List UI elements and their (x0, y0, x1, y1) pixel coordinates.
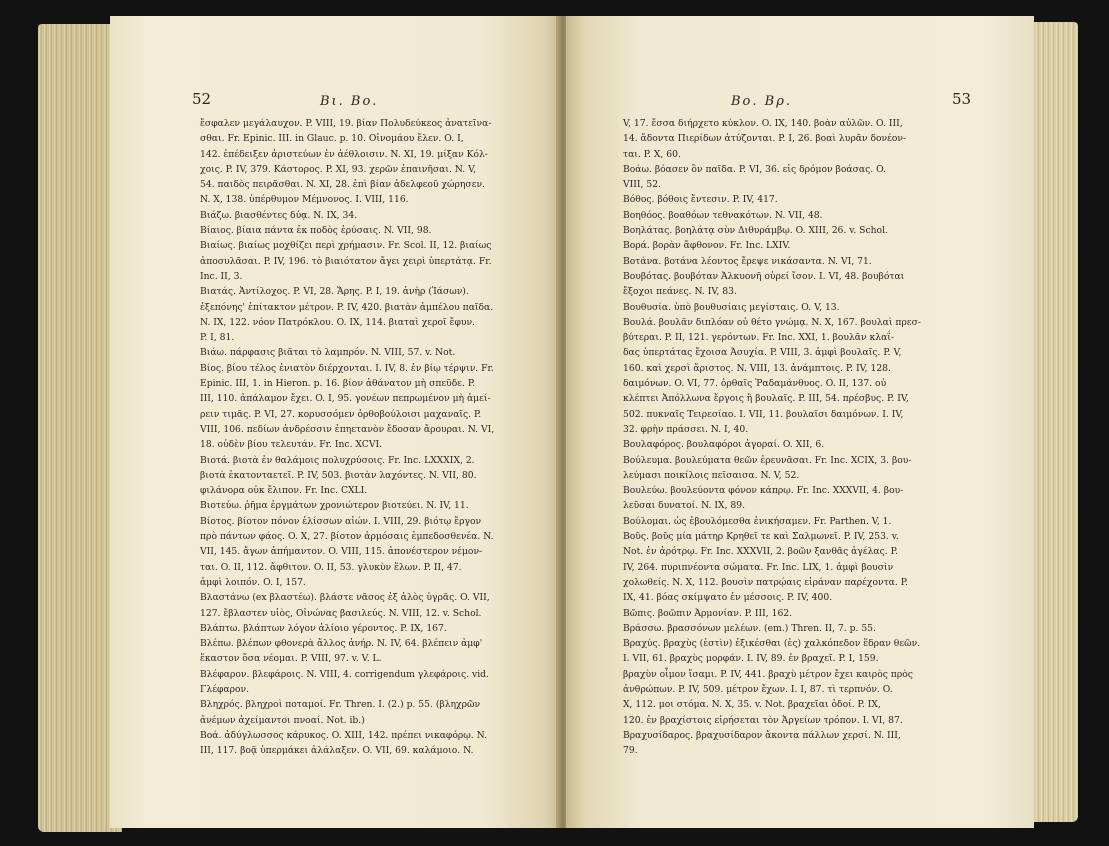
text-column (623, 116, 963, 757)
text-line: Βληχρός. βληχροὶ ποταμοί. Fr. Thren. I. (2.) p. 55. (βληχρῶν (200, 699, 481, 711)
text-line: χολωθείς. N. X, 112. βουσὶν πατρῴαις εἰράναν παρέχοντα. P. (623, 576, 908, 588)
page-number: 53 (952, 90, 972, 108)
text-line: N. IX, 122. νόον Πατρόκλου. O. IX, 114. βιαταὶ χεροῖ ἔφυν. (200, 316, 475, 328)
text-line: Βουλά. βουλᾶν διπλόαν οὐ θέτο γνώμᾳ. N. X, 167. βουλαὶ πρεσ- (623, 316, 921, 328)
text-line: ἀνέμων ἀχείμαντοι πνοαί. Not. ib.) (200, 714, 365, 726)
text-line: 160. καὶ χερσὶ ἄριστος. N. VIII, 13. ἀνάμπτοις. P. IV, 128. (623, 362, 891, 374)
text-line: Βοτάνα. βοτάνα λέοντος ἔρεψε νικάσαντα. N. VI, 71. (623, 255, 872, 267)
text-line: Βόθος. βόθοις ἔντεσιν. P. IV, 417. (623, 194, 778, 206)
text-line: III, 117. βοᾷ ὑπερμάκει ἀλάλαξεν. O. VII, 69. καλάμοιο. N. (200, 745, 474, 757)
text-line: 18. οὐδὲν βίου τελευτάν. Fr. Inc. XCVI. (200, 439, 383, 451)
text-line: Βουλεύω. βουλεύοντα φόνον κάπρῳ. Fr. Inc. XXXVII, 4. βου- (623, 485, 904, 497)
text-line: V, 17. ἕσσα διήρχετο κύκλον. O. IX, 140. βοὰν αὐλῶν. O. III, (623, 118, 903, 129)
text-line: N. X, 138. ὑπέρθυμον Μέμνονος. I. VIII, 116. (200, 194, 409, 206)
text-line: Epinic. III, 1. in Hieron. p. 16. βίον ἀθάνατον μὴ σπεῦδε. P. (200, 378, 476, 390)
text-line: ἕκαστον ὅσα νέομαι. P. VIII, 97. v. V. L. (200, 653, 382, 665)
text-line: Βίος. βίου τέλος ἐνιατὸν διέρχονται. I. IV, 8. ἐν βίῳ τέρψιν. Fr. (200, 362, 494, 374)
text-line: φιλάνορα οὐκ ἔλιπον. Fr. Inc. CXLI. (200, 485, 368, 497)
text-line: βραχὺν οἶμον ἴσαμι. P. IV, 441. βραχὺ μέτρον ἔχει καιρὸς πρὸς (623, 668, 913, 680)
text-line: ται. O. II, 112. ἄφθιτον. O. II, 53. γλυκὺν ἕλων. P. II, 47. (200, 561, 462, 573)
text-column (200, 116, 532, 806)
text-line: 142. ἐπέδειξεν ἀριστεύων ἐν ἀέθλοισιν. N. XI, 19. μίξαν Κόλ- (200, 148, 488, 160)
text-line: Γλέφαρον. (200, 683, 250, 695)
text-line: χοις. P. IV, 379. Κάστορος. P. XI, 93. χερῶν ἐπαινῆσαι. N. V, (200, 163, 477, 175)
text-line: Βράσσω. βρασσόνων μελέων. (em.) Thren. II, 7. p. 55. (623, 622, 876, 634)
text-line: δας ὑπερτάτας ἔχοισα Ἀσυχία. P. VIII, 3. ἀμφὶ βουλαῖς. P. V, (623, 347, 902, 359)
text-line: 14. ἄδοντα Πιερίδων ἀτύζονται. P. I, 26. βοαὶ λυρᾶν δονέον- (623, 133, 907, 145)
text-line: βύτεραι. P. II, 121. γερόντων. Fr. Inc. XXI, 1. βουλᾶν κλαΐ- (623, 332, 894, 344)
text-line: VIII, 106. πεδίων ἀνδρέσσιν ἐπηετανὸν ἔδοσαν ἄρουραι. N. VI, (200, 423, 495, 435)
text-line: Βραχύς. βραχὺς (ἐστὶν) ἐξικέσθαι (ἐς) χαλκόπεδον ἕδραν θεῶν. (623, 638, 921, 650)
text-line: 127. ἔβλαστεν υἱὸς, Οἰνώνας βασιλεύς. N. VIII, 12. v. Schol. (200, 607, 482, 619)
text-line: λεύμασι ποικίλοις πεῖσαισα. N. V, 52. (623, 469, 800, 481)
text-line: ἐξεπόνης' ἐπίτακτον μέτρον. P. IV, 420. βιατὰν ἀμπέλου παῖδα. (200, 301, 494, 313)
text-line: Βοάω. βόασεν ὃν παῖδα. P. VI, 36. εἰς δρόμον βοάσας. O. (623, 163, 886, 175)
text-line: ρειν τιμᾶς. P. VI, 27. κορυσσόμεν ὀρθοβούλοισι μαχαναῖς. P. (200, 408, 482, 420)
text-line: Βούλομαι. ὡς ἐβουλόμεσθα ἐνικήσαμεν. Fr. Parthen. V, 1. (623, 515, 892, 527)
text-line: I. VII, 61. βραχὺς μορφάν. I. IV, 89. ἐν βραχεῖ. P. I, 159. (623, 653, 879, 665)
right-page (566, 16, 1034, 828)
text-line: ται. P. X, 60. (623, 148, 681, 160)
text-line: 32. φρὴν πράσσει. N. I, 40. (623, 423, 749, 435)
text-line: δαιμόνων. O. VI, 77. ὀρθαῖς Ῥαδαμάνθυος. O. II, 137. οὐ (623, 378, 887, 390)
text-line: Βραχυσίδαρος. βραχυσίδαρον ἄκοντα πάλλων χερσί. N. III, (623, 729, 901, 741)
text-line: P. I, 81. (200, 332, 235, 344)
text-line: Βλέπω. βλέπων φθονερὰ ἄλλος ἀνήρ. N. IV, 64. βλέπειν ἀμφ' (200, 638, 483, 650)
text-line: Βλαστάνω (ex βλαστέω). βλάστε νᾶσος ἐξ ἁλὸς ὑγρᾶς. O. VII, (200, 592, 490, 604)
text-line: ἔξοχοι πεάνες. N. IV, 83. (623, 286, 737, 298)
text-line: Βλέφαρον. βλεφάροις. N. VIII, 4. corrigendum γλεφάροις. vid. (200, 668, 489, 680)
text-line: Βίοτος. βίοτον πόνον ἐλίσσων αἰών. I. VIII, 29. βιότῳ ἔργον (200, 515, 482, 527)
text-line: Βιοτεύω. ῥῆμα ἐργμάτων χρονιώτερον βιοτεύει. N. IV, 11. (200, 500, 469, 512)
text-line: Βιάζω. βιασθέντες δύᾳ. N. IX, 34. (200, 209, 358, 221)
text-line: IX, 41. βόας σκίμψατο ἐν μέσσοις. P. IV, 400. (623, 592, 833, 604)
text-line: βιοτὰ ἑκατονταετεῖ. P. IV, 503. βιοτὰν λαχόντες. N. VII, 80. (200, 469, 477, 481)
left-page (110, 16, 562, 828)
text-line: Βλάπτω. βλάπτων λόγον ἀλίοιο γέροντος. P. IX, 167. (200, 622, 447, 634)
page-number: 52 (192, 90, 212, 108)
text-line: σθαι. Fr. Epinic. III. in Glauc. p. 10. Οἰνομάου ἔλεν. O. I, (200, 133, 464, 145)
text-line: VII, 145. ἄγων ἀπήμαντον. O. VIII, 115. ἀπονέστερον νέμον- (200, 546, 483, 558)
text-line: πρὸ πάντων φάος. O. X, 27. βίοτον ἁρμόσαις ἐμπεδοσθενέα. N. (200, 531, 494, 543)
text-line: 120. ἐν βραχίστοις εἰρήσεται τὸν Ἀργείων τρόπον. I. VI, 87. (623, 714, 903, 726)
running-head: Βο. Βρ. (731, 94, 792, 109)
text-line: VIII, 52. (623, 179, 661, 191)
text-line: Βουβότας. βουβόταν Ἀλκυονῆ οὐρεί ἴσον. I. VI, 48. βουβόται (623, 270, 905, 282)
text-line: Βοά. ἀδύγλωσσος κάρυκος. O. XIII, 142. πρέπει νικαφόρῳ. N. (200, 729, 487, 741)
text-line: III, 110. ἀπάλαμον ἔχει. O. I, 95. γονέων πεπρωμένον μὴ ἀμεί- (200, 393, 491, 405)
text-line: κλέπτει Ἀπόλλωνα ἔργοις ἢ βουλαῖς. P. III, 54. πρέσβυς. P. IV, (623, 393, 909, 405)
text-line: Βιαίως. βιαίως μοχθίζει περὶ χρήμασιν. Fr. Scol. II, 12. βιαίως (200, 240, 492, 252)
text-line: Βοῦς. βοῦς μία μάτηρ Κρηθεῖ τε καὶ Σαλμωνεῖ. P. IV, 253. v. (623, 531, 899, 543)
running-head: Βι. Βο. (320, 94, 379, 109)
text-line: Βίαιος. βίαια πάντα ἐκ ποδὸς ἐρύσαις. N. VII, 98. (200, 225, 432, 237)
text-line: Βιοτά. βιοτὰ ἐν θαλάμοις πολυχρύσοις. Fr. Inc. LXXXIX, 2. (200, 454, 475, 466)
text-line: Βοηλάτας. βοηλάτᾳ σὺν Διθυράμβῳ. O. XIII, 26. v. Schol. (623, 225, 888, 237)
text-line: 502. πυκναῖς Τειρεσίαο. I. VII, 11. βουλαῖσι δαιμόνων. I. IV, (623, 408, 904, 420)
text-line: Βουλαφόρος. βουλαφόροι ἀγοραί. O. XII, 6. (623, 439, 825, 451)
text-line: Βιατάς. Ἀντίλοχος. P. VI, 28. Ἄρης. P. I, 19. ἀνὴρ (Ἰάσων). (200, 286, 469, 298)
text-line: ἀνθρώπων. P. IV, 509. μέτρον ἔχων. I. I, 87. τὶ τερπνόν. O. (623, 683, 893, 695)
text-line: Not. ἐν ἀρότρῳ. Fr. Inc. XXXVII, 2. βοῶν ξανθᾶς ἀγέλας. P. (623, 546, 898, 558)
text-line: Inc. II, 3. (200, 270, 243, 282)
text-line: Βοηθόος. βοαθόων τεθνακότων. N. VII, 48. (623, 209, 823, 221)
text-line: Βουθυσία. ὑπὸ βουθυσίαις μεγίσταις. O. V, 13. (623, 301, 840, 313)
page-edges-right (1030, 22, 1078, 822)
text-line: 79. (623, 745, 638, 757)
text-line: Βιάω. πάρφασις βιᾶται τὸ λαμπρόν. N. VIII, 57. v. Not. (200, 347, 456, 359)
text-line: λεῦσαι δυνατοί. N. IX, 89. (623, 500, 746, 512)
text-line: 54. παιδὸς πειρᾶσθαι. N. XI, 28. ἐπὶ βίαν ἀδελφεοῦ χώρησεν. (200, 179, 485, 191)
text-line: IV, 264. πυριπνέοντα σώματα. Fr. Inc. LIX, 1. ἀμφὶ βουσὶν (623, 561, 894, 573)
text-line: Βούλευμα. βουλεύματα θεῶν ἐρευνᾶσαι. Fr. Inc. XCIX, 3. βου- (623, 454, 912, 466)
text-line: ἀμφὶ λοιπόν. O. I, 157. (200, 576, 306, 588)
text-line: ἀποσυλᾶσαι. P. IV, 196. τὸ βιαιότατον ἄγει χειρὶ ὑπερτάτᾳ. Fr. (200, 255, 492, 267)
text-line: ἔσφαλεν μεγάλαυχον. P. VIII, 19. βίαν Πολυδεύκεος ἀνατεῖνα- (200, 118, 492, 129)
text-line: Βῶπις. βοῶπιν Ἀρμονίαν. P. III, 162. (623, 607, 793, 619)
text-line: Βορά. βορὰν ἄφθονον. Fr. Inc. LXIV. (623, 240, 791, 252)
text-line: X, 112. μοι στόμα. N. X, 35. v. Not. βραχεῖαι ὁδοί. P. IX, (623, 699, 881, 711)
